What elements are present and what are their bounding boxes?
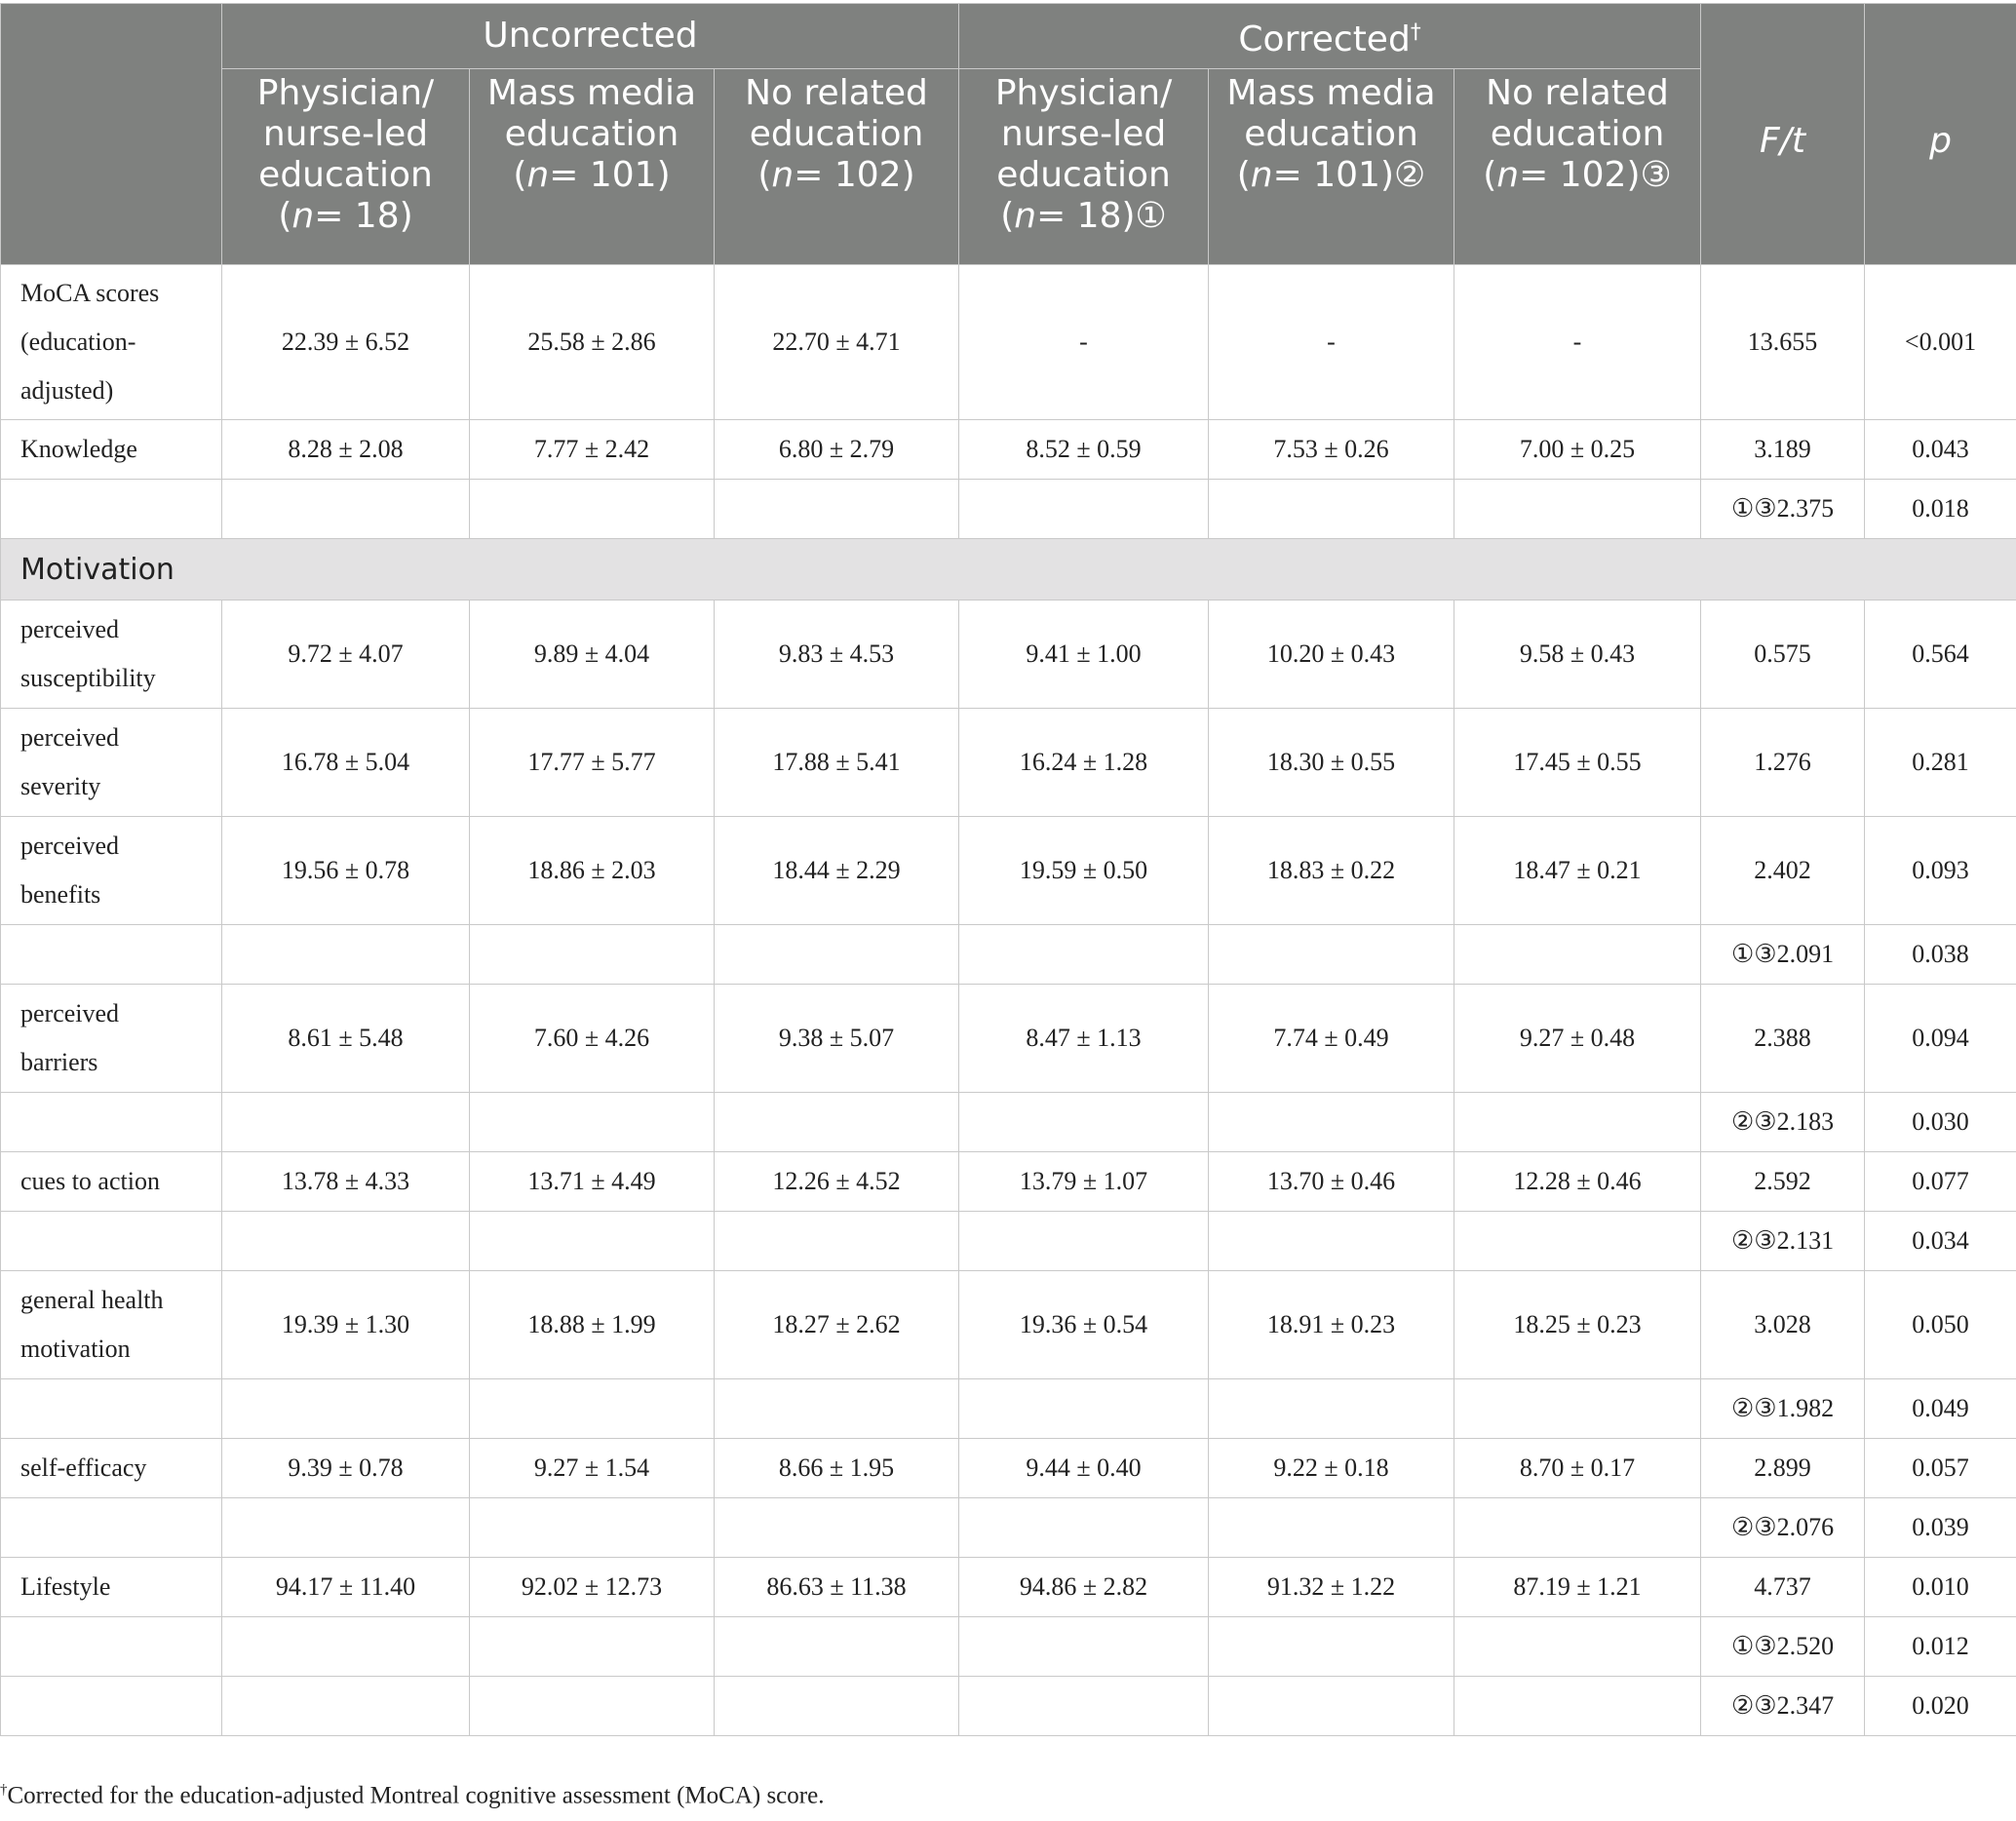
row-label <box>1 1498 222 1558</box>
table-cell: ①③2.520 <box>1701 1617 1865 1677</box>
table-cell <box>222 1617 470 1677</box>
table-cell: 92.02 ± 12.73 <box>470 1558 715 1617</box>
table-cell: 0.038 <box>1865 925 2016 985</box>
table-cell <box>222 1093 470 1152</box>
table-cell: 10.20 ± 0.43 <box>1209 601 1454 709</box>
table-cell: 19.36 ± 0.54 <box>959 1271 1209 1379</box>
section-row <box>1 539 2016 601</box>
table-cell <box>715 925 959 985</box>
group-label-line: education <box>749 114 924 154</box>
table-cell: 0.039 <box>1865 1498 2016 1558</box>
footnote-mark: † <box>0 1782 8 1798</box>
table-cell: 9.44 ± 0.40 <box>959 1439 1209 1498</box>
group-sample-size: (n= 102) <box>757 155 915 195</box>
group-label-line: Physician/ <box>994 73 1173 113</box>
row-label: perceived barriers <box>1 985 222 1093</box>
row-label: cues to action <box>1 1152 222 1212</box>
table-cell <box>1454 1498 1701 1558</box>
section-label: Motivation <box>1 539 2016 601</box>
group-label-line: education <box>996 155 1171 195</box>
table-cell: 18.30 ± 0.55 <box>1209 709 1454 817</box>
table-cell: 0.077 <box>1865 1152 2016 1212</box>
table-cell: 0.050 <box>1865 1271 2016 1379</box>
row-label: self-efficacy <box>1 1439 222 1498</box>
table-cell <box>470 1379 715 1439</box>
group-label-line: No related <box>745 73 928 113</box>
table-cell: 9.22 ± 0.18 <box>1209 1439 1454 1498</box>
table-cell: 0.018 <box>1865 480 2016 539</box>
table-cell <box>222 1212 470 1271</box>
table-cell: 2.592 <box>1701 1152 1865 1212</box>
table-cell: 0.057 <box>1865 1439 2016 1498</box>
table-cell: 22.70 ± 4.71 <box>715 265 959 420</box>
row-label: perceived severity <box>1 709 222 817</box>
table-cell: - <box>959 265 1209 420</box>
table-cell: - <box>1454 265 1701 420</box>
group-label-line: education <box>504 114 679 154</box>
table-cell <box>470 1093 715 1152</box>
table-cell <box>959 1212 1209 1271</box>
table-header <box>1 4 2016 265</box>
table-cell <box>715 480 959 539</box>
table-cell: <0.001 <box>1865 265 2016 420</box>
table-cell: 6.80 ± 2.79 <box>715 420 959 480</box>
table-cell <box>470 1212 715 1271</box>
table-row <box>1 817 2016 925</box>
row-label <box>1 1093 222 1152</box>
table-cell: 8.66 ± 1.95 <box>715 1439 959 1498</box>
table-cell: 0.030 <box>1865 1093 2016 1152</box>
table-cell: 3.028 <box>1701 1271 1865 1379</box>
table-cell: 7.00 ± 0.25 <box>1454 420 1701 480</box>
table-cell <box>959 1617 1209 1677</box>
dagger-mark: † <box>1410 19 1421 44</box>
table-cell: 18.25 ± 0.23 <box>1454 1271 1701 1379</box>
table-cell: ②③1.982 <box>1701 1379 1865 1439</box>
group-label-line: education <box>258 155 433 195</box>
table-cell: ②③2.076 <box>1701 1498 1865 1558</box>
table-cell <box>1209 1093 1454 1152</box>
table-cell: 0.034 <box>1865 1212 2016 1271</box>
table-cell: 16.24 ± 1.28 <box>959 709 1209 817</box>
table-cell <box>715 1379 959 1439</box>
table-cell: 13.78 ± 4.33 <box>222 1152 470 1212</box>
table-cell: 0.049 <box>1865 1379 2016 1439</box>
table-cell <box>1209 1212 1454 1271</box>
table-cell <box>1209 1677 1454 1736</box>
table-row <box>1 925 2016 985</box>
table-cell: 0.012 <box>1865 1617 2016 1677</box>
table-cell: 4.737 <box>1701 1558 1865 1617</box>
table-row <box>1 1379 2016 1439</box>
table-cell <box>1454 1212 1701 1271</box>
table-cell: 8.61 ± 5.48 <box>222 985 470 1093</box>
table-row <box>1 1212 2016 1271</box>
table-cell: 2.388 <box>1701 985 1865 1093</box>
corrected-group-2 <box>1209 69 1454 265</box>
table-cell <box>1454 480 1701 539</box>
table-cell: 16.78 ± 5.04 <box>222 709 470 817</box>
table-cell: 0.094 <box>1865 985 2016 1093</box>
row-label <box>1 1617 222 1677</box>
group-sample-size: (n= 18)① <box>1000 196 1167 236</box>
table-cell: 13.79 ± 1.07 <box>959 1152 1209 1212</box>
table-cell: 17.45 ± 0.55 <box>1454 709 1701 817</box>
table-row <box>1 1093 2016 1152</box>
group-label-line: education <box>1244 114 1418 154</box>
table-cell: 13.655 <box>1701 265 1865 420</box>
table-cell <box>222 925 470 985</box>
table-cell: 0.043 <box>1865 420 2016 480</box>
table-cell: 1.276 <box>1701 709 1865 817</box>
row-label: perceived susceptibility <box>1 601 222 709</box>
row-label <box>1 1212 222 1271</box>
table-cell: 2.402 <box>1701 817 1865 925</box>
table-cell: 0.575 <box>1701 601 1865 709</box>
table-cell: 0.010 <box>1865 1558 2016 1617</box>
row-label: MoCA scores (education- adjusted) <box>1 265 222 420</box>
group-label-line: Mass media <box>486 73 697 113</box>
uncorrected-group-1 <box>222 69 470 265</box>
table-cell: 86.63 ± 11.38 <box>715 1558 959 1617</box>
header-p: p <box>1865 4 2016 265</box>
table-cell <box>1209 1379 1454 1439</box>
table-row <box>1 1439 2016 1498</box>
header-uncorrected: Uncorrected <box>222 4 959 69</box>
table-cell <box>1454 925 1701 985</box>
table-cell: 8.28 ± 2.08 <box>222 420 470 480</box>
table-cell: 2.899 <box>1701 1439 1865 1498</box>
table-row <box>1 1677 2016 1736</box>
group-sample-size: (n= 18) <box>278 196 413 236</box>
corrected-group-3 <box>1454 69 1701 265</box>
table-cell: 0.281 <box>1865 709 2016 817</box>
table-cell <box>222 480 470 539</box>
table-cell: 94.86 ± 2.82 <box>959 1558 1209 1617</box>
header-corrected: Corrected† <box>959 4 1701 69</box>
table-row <box>1 1498 2016 1558</box>
table-cell: 87.19 ± 1.21 <box>1454 1558 1701 1617</box>
table-cell: 9.58 ± 0.43 <box>1454 601 1701 709</box>
table-cell <box>470 1617 715 1677</box>
row-label <box>1 925 222 985</box>
group-sample-size: (n= 102)③ <box>1483 155 1672 195</box>
table-cell: 19.56 ± 0.78 <box>222 817 470 925</box>
table-cell <box>959 480 1209 539</box>
group-sample-size: (n= 101) <box>513 155 671 195</box>
table-cell <box>222 1498 470 1558</box>
table-cell <box>715 1677 959 1736</box>
row-label <box>1 480 222 539</box>
table-cell <box>715 1212 959 1271</box>
table-cell: 18.47 ± 0.21 <box>1454 817 1701 925</box>
table-cell: 7.53 ± 0.26 <box>1209 420 1454 480</box>
table-cell: 18.91 ± 0.23 <box>1209 1271 1454 1379</box>
table-cell: 13.70 ± 0.46 <box>1209 1152 1454 1212</box>
table-cell: 17.77 ± 5.77 <box>470 709 715 817</box>
table-cell: ①③2.375 <box>1701 480 1865 539</box>
table-row <box>1 1152 2016 1212</box>
table-cell <box>470 925 715 985</box>
table-cell: 7.77 ± 2.42 <box>470 420 715 480</box>
group-label-line: No related <box>1486 73 1669 113</box>
table-cell <box>470 1498 715 1558</box>
table-cell <box>1454 1677 1701 1736</box>
table-cell: 22.39 ± 6.52 <box>222 265 470 420</box>
table-cell <box>222 1379 470 1439</box>
table-cell: 0.020 <box>1865 1677 2016 1736</box>
group-label-line: nurse-led <box>262 114 429 154</box>
corrected-group-1 <box>959 69 1209 265</box>
table-cell: 12.28 ± 0.46 <box>1454 1152 1701 1212</box>
table-cell: 7.60 ± 4.26 <box>470 985 715 1093</box>
group-label-line: Physician/ <box>256 73 435 113</box>
table-cell: 18.44 ± 2.29 <box>715 817 959 925</box>
table-cell <box>470 1677 715 1736</box>
uncorrected-group-2 <box>470 69 715 265</box>
group-label-line: Mass media <box>1226 73 1436 113</box>
row-label <box>1 1379 222 1439</box>
table-cell <box>1209 925 1454 985</box>
table-body <box>1 265 2016 1736</box>
table-cell <box>1454 1379 1701 1439</box>
row-label: Lifestyle <box>1 1558 222 1617</box>
table-cell: 17.88 ± 5.41 <box>715 709 959 817</box>
table-cell: 9.72 ± 4.07 <box>222 601 470 709</box>
row-label: Knowledge <box>1 420 222 480</box>
table-row <box>1 709 2016 817</box>
table-cell: 9.83 ± 4.53 <box>715 601 959 709</box>
table-cell: 3.189 <box>1701 420 1865 480</box>
row-label: perceived benefits <box>1 817 222 925</box>
table-cell <box>715 1498 959 1558</box>
table-cell: 9.27 ± 1.54 <box>470 1439 715 1498</box>
group-sample-size: (n= 101)② <box>1236 155 1426 195</box>
table-cell: 9.41 ± 1.00 <box>959 601 1209 709</box>
table-cell: ②③2.347 <box>1701 1677 1865 1736</box>
table-cell: 18.83 ± 0.22 <box>1209 817 1454 925</box>
table-cell: 9.39 ± 0.78 <box>222 1439 470 1498</box>
table-cell: 9.89 ± 4.04 <box>470 601 715 709</box>
table-cell <box>715 1093 959 1152</box>
table-cell: 0.093 <box>1865 817 2016 925</box>
table-cell <box>959 1379 1209 1439</box>
table-cell: ②③2.183 <box>1701 1093 1865 1152</box>
table-cell: 7.74 ± 0.49 <box>1209 985 1454 1093</box>
table-row <box>1 1558 2016 1617</box>
table-cell: 0.564 <box>1865 601 2016 709</box>
table-cell: 18.86 ± 2.03 <box>470 817 715 925</box>
group-label-line: nurse-led <box>1000 114 1167 154</box>
table-cell <box>222 1677 470 1736</box>
table-row <box>1 265 2016 420</box>
table-cell: 18.88 ± 1.99 <box>470 1271 715 1379</box>
table-cell <box>959 1498 1209 1558</box>
table-row <box>1 480 2016 539</box>
table-cell: 25.58 ± 2.86 <box>470 265 715 420</box>
table-cell: 8.70 ± 0.17 <box>1454 1439 1701 1498</box>
row-label: general health motivation <box>1 1271 222 1379</box>
table-cell: 9.38 ± 5.07 <box>715 985 959 1093</box>
table-cell: 18.27 ± 2.62 <box>715 1271 959 1379</box>
table-cell <box>1209 480 1454 539</box>
table-cell: 19.39 ± 1.30 <box>222 1271 470 1379</box>
table-cell <box>470 480 715 539</box>
table-cell: 94.17 ± 11.40 <box>222 1558 470 1617</box>
table-cell: 8.52 ± 0.59 <box>959 420 1209 480</box>
table-cell: 13.71 ± 4.49 <box>470 1152 715 1212</box>
table-cell: 91.32 ± 1.22 <box>1209 1558 1454 1617</box>
table-cell <box>959 1093 1209 1152</box>
results-table <box>0 3 2016 1736</box>
footnote-text: Corrected for the education-adjusted Montreal cognitive assessment (MoCA) score. <box>7 1782 825 1809</box>
footnote <box>0 1782 824 1809</box>
table-cell <box>959 925 1209 985</box>
table-row <box>1 420 2016 480</box>
table-cell <box>1209 1498 1454 1558</box>
uncorrected-group-3 <box>715 69 959 265</box>
table-cell <box>1209 1617 1454 1677</box>
table-cell: ①③2.091 <box>1701 925 1865 985</box>
header-blank-cell <box>1 4 222 265</box>
table-row <box>1 1271 2016 1379</box>
table-cell <box>1454 1617 1701 1677</box>
group-label-line: education <box>1490 114 1665 154</box>
header-ft: F/t <box>1701 4 1865 265</box>
table-cell <box>959 1677 1209 1736</box>
table-cell: ②③2.131 <box>1701 1212 1865 1271</box>
row-label <box>1 1677 222 1736</box>
table-row <box>1 601 2016 709</box>
table-cell: - <box>1209 265 1454 420</box>
table-cell <box>715 1617 959 1677</box>
table-row <box>1 1617 2016 1677</box>
table-cell: 19.59 ± 0.50 <box>959 817 1209 925</box>
table-cell: 12.26 ± 4.52 <box>715 1152 959 1212</box>
table-cell: 9.27 ± 0.48 <box>1454 985 1701 1093</box>
table-cell <box>1454 1093 1701 1152</box>
table-cell: 8.47 ± 1.13 <box>959 985 1209 1093</box>
table-row <box>1 985 2016 1093</box>
